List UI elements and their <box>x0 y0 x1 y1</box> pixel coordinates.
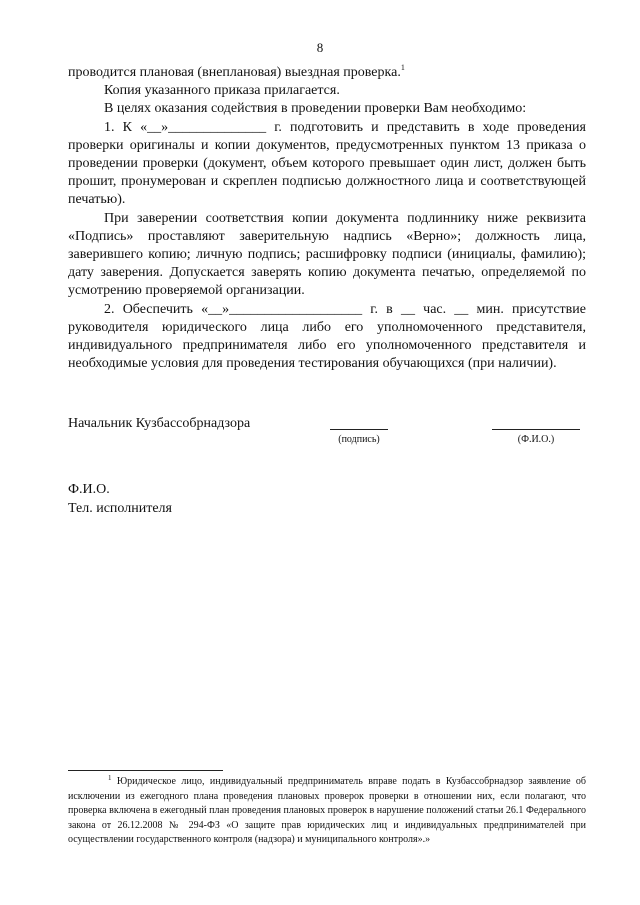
paragraph-4: 1. К «__»______________ г. подготовить и представить в ходе проведения проверки оригиналы и копии документов, предусмотренных пунктом 13 приказа о проведении проверки (документ, объем которого превышает один лист, должен быть прошит, пронумерован и скреплен подписью должностного лица и соответствующей печатью). <box>68 119 586 208</box>
name-line <box>492 429 580 430</box>
page-number: 8 <box>316 40 324 55</box>
signature-block <box>68 416 588 450</box>
document-body <box>68 64 586 373</box>
footnote-mark: 1 <box>108 774 112 782</box>
paragraph-3: В целях оказания содействия в проведении проверки Вам необходимо: <box>104 101 527 117</box>
executor-name-label: Ф.И.О. <box>68 482 110 497</box>
footnote <box>68 775 586 848</box>
executor-phone-label: Тел. исполнителя <box>68 501 172 516</box>
footnote-text: Юридическое лицо, индивидуальный предприниматель вправе подать в Кузбассобрнадзор заявление об исключении из ежегодного плана проведения плановых проверок проверки в отношении них, если полагают, что проверка включена в ежегодный план проведения плановых проверок в нарушение положений статьи 26.1 Федерального закона от 26.12.2008 № 294-ФЗ «О защите прав юридических лиц и индивидуальных предпринимателей при осуществлении государственного контроля (надзора) и муниципального контроля».» <box>68 776 587 846</box>
signatory-title: Начальник Кузбассобрнадзора <box>68 416 251 431</box>
name-caption: (Ф.И.О.) <box>517 434 555 445</box>
footnote-reference: 1 <box>400 63 405 72</box>
signature-line <box>330 429 388 430</box>
signature-caption: (подпись) <box>338 434 380 445</box>
paragraph-1-text: проводится плановая (внеплановая) выездная проверка. <box>68 65 401 80</box>
footnote-paragraph <box>68 775 586 848</box>
executor-contact <box>68 480 172 518</box>
paragraph-1 <box>68 64 586 82</box>
paragraph-5: При заверении соответствия копии документа подлиннику ниже реквизита «Подпись» проставляют заверительную надпись «Верно»; должность лица, заверившего копию; личную подпись; расшифровку подписи (инициалы, фамилию); дату заверения. Допускается заверять копию документа печатью, определяемой по усмотрению проверяемой организации. <box>68 210 586 299</box>
paragraph-2: Копия указанного приказа прилагается. <box>104 83 340 99</box>
paragraph-6: 2. Обеспечить «__»___________________ г. в __ час. __ мин. присутствие руководителя юридического лица либо его уполномоченного представителя, индивидуального предпринимателя либо его уполномоченного представителя и необходимые условия для проведения тестирования обучающихся (при наличии). <box>68 301 586 372</box>
footnote-separator <box>68 770 223 771</box>
